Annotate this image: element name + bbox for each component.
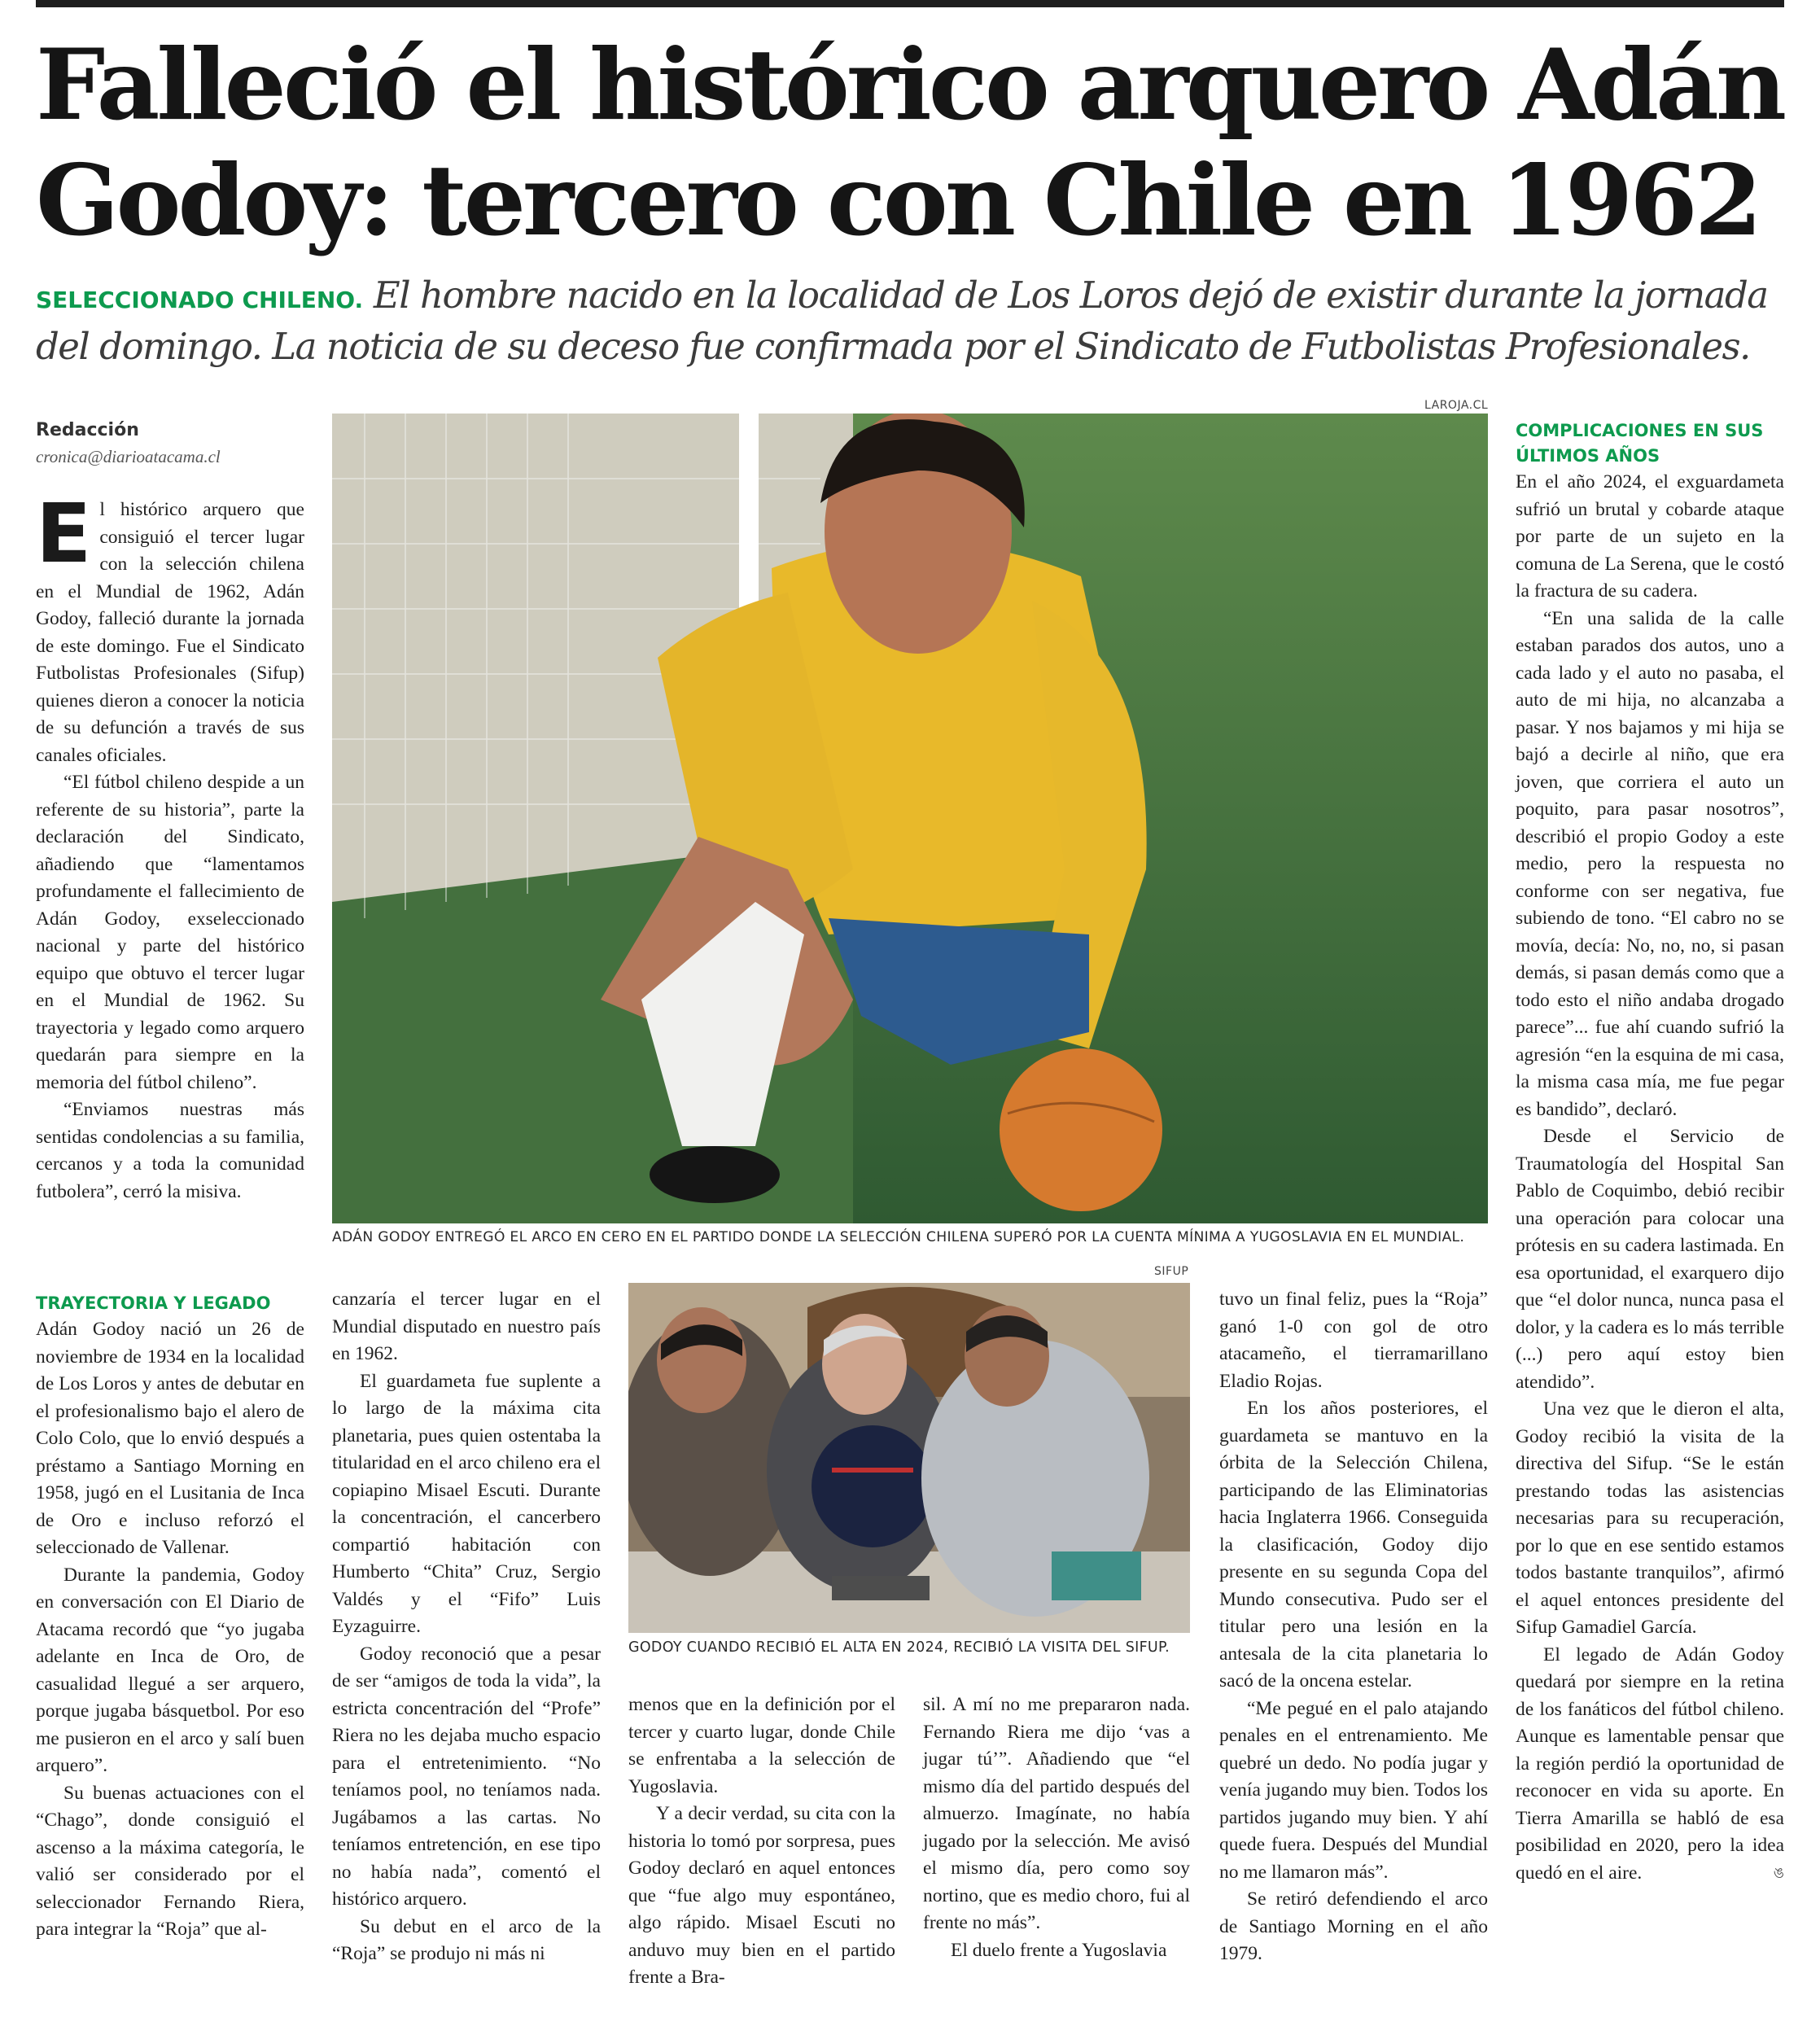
paragraph: tuvo un final feliz, pues la “Roja” ganó 1-0 con gol de otro atacameño, el tierramarillano Eladio Rojas.: [1219, 1289, 1488, 1392]
paragraph: En los años posteriores, el guardameta se mantuvo en la órbita de la Selección Chilena, participando de las Eliminatorias hacia Inglaterra 1966. Conseguida la clasificación, Godoy dijo presente en su segunda Copa del Mundo consecutiva. Pudo ser el titular pero una lesión en la antesala de la cita planetaria lo sacó de la oncena estelar.: [1219, 1398, 1488, 1691]
second-photo: [628, 1283, 1190, 1633]
paragraph: “El fútbol chileno despide a un referente de su historia”, parte la declaración del Sindicato, añadiendo que “lamentamos profundamente el fallecimiento de Adán Godoy, exseleccionado nacional y parte del histórico equipo que obtuvo el tercer lugar en el Mundial de 1962. Su trayectoria y legado como arquero quedarán para siempre en la memoria del fútbol chileno”.: [36, 772, 304, 1093]
main-photo: [332, 414, 1488, 1223]
lead-paragraph: El histórico arquero que consiguió el tercer lugar con la selección chilena en el Mundial de 1962, Adán Godoy, falleció durante la jornada de este domingo. Fue el Sindicato Futbolistas Profesionales (Sifup) quienes dieron a conocer la noticia de su defunción a través de sus canales oficiales.: [36, 486, 304, 766]
paragraph: sil. A mí no me prepararon nada. Fernando Riera me dijo ‘vas a jugar tú’”. Añadiendo que “el mismo día del partido después del almuerzo. Imagínate, no había jugado por la selección. Me avisó el mismo día, pero como soy nortino, que es medio choro, fui al frente no más”.: [923, 1694, 1190, 1933]
deck-text: El hombre nacido en la localidad de Los Loros dejó de existir durante la jornada del domingo. La noticia de su deceso fue confirmada por el Sindicato de Futbolistas Profesionales.: [36, 274, 1768, 368]
paragraph: En el año 2024, el exguardameta sufrió un brutal y cobarde ataque por parte de un sujeto en la comuna de La Serena, que le costó la fractura de su cadera.: [1516, 471, 1784, 602]
goalkeeper-photo-illustration: [332, 414, 1488, 1223]
column-6: [1516, 418, 1784, 1887]
column-5-bottom: [1219, 1286, 1488, 1968]
headline: Falleció el histórico arquero Adán Godoy: tercero con Chile en 1962: [36, 28, 1784, 258]
paragraph: Se retiró defendiendo el arco de Santiago Morning en el año 1979.: [1219, 1888, 1488, 1964]
paragraph: “Enviamos nuestras más sentidas condolencias a su familia, cercanos y a toda la comunidad futbolera”, cerró la misiva.: [36, 1099, 304, 1202]
kicker: SELECCIONADO CHILENO.: [36, 287, 364, 313]
paragraph: menos que en la definición por el tercer y cuarto lugar, donde Chile se enfrentaba a la selección de Yugoslavia.: [628, 1694, 895, 1797]
paragraph: El guardameta fue suplente a lo largo de la máxima cita planetaria, pues quien ostentaba la titularidad en el arco chileno era el copiapino Misael Escuti. Durante la concentración, el cancerbero compartió habitación con Humberto “Chita” Cruz, Sergio Valdés y el “Fifo” Luis Eyzaguirre.: [332, 1370, 601, 1637]
end-mark: ঙ: [1773, 1864, 1784, 1882]
paragraph: Adán Godoy nació un 26 de noviembre de 1934 en la localidad de Los Loros y antes de debutar en el profesionalismo bajo el alero de Colo Colo, que lo envió después a préstamo a Santiago Morning en 1958, jugó en el Lusitania de Inca de Oro e incluso reforzó el seleccionado de Vallenar.: [36, 1319, 304, 1558]
main-photo-credit: LAROJA.CL: [1424, 399, 1489, 412]
paragraph: Y a decir verdad, su cita con la historia lo tomó por sorpresa, pues Godoy declaró en aquel entonces que “fue algo muy espontáneo, algo rápido. Misael Escuti no anduvo muy bien en el partido frente a Bra-: [628, 1803, 895, 1988]
column-2-bottom: [332, 1286, 601, 1968]
column-3-bottom: [628, 1691, 895, 1992]
deck: [36, 272, 1786, 370]
visit-photo-illustration: [628, 1283, 1190, 1633]
subhead-complicaciones: COMPLICACIONES EN SUS ÚLTIMOS AÑOS: [1516, 421, 1764, 466]
main-photo-caption: ADÁN GODOY ENTREGÓ EL ARCO EN CERO EN EL PARTIDO DONDE LA SELECCIÓN CHILENA SUPERÓ POR LA CUENTA MÍNIMA A YUGOSLAVIA EN EL MUNDIAL.: [332, 1229, 1465, 1245]
paragraph: Godoy reconoció que a pesar de ser “amigos de toda la vida”, la estricta concentración del “Profe” Riera no les dejaba mucho espacio para el entretenimiento. “No teníamos pool, no teníamos nada. Jugábamos a las cartas. No teníamos entretención, en ese tipo no había nada”, comentó el histórico arquero.: [332, 1643, 601, 1910]
subhead-trayectoria: TRAYECTORIA Y LEGADO: [36, 1293, 271, 1313]
second-photo-caption: GODOY CUANDO RECIBIÓ EL ALTA EN 2024, RECIBIÓ LA VISITA DEL SIFUP.: [628, 1639, 1170, 1656]
paragraph: “Me pegué en el palo atajando penales en el entrenamiento. Me quebré un dedo. No podía jugar y venía jugando muy bien. Todos los partidos jugando muy bien. Y ahí quede fuera. Después del Mundial no me llamaron más”.: [1219, 1697, 1488, 1883]
top-rule: [36, 0, 1784, 7]
byline-name: Redacción: [36, 420, 139, 440]
dropcap: E: [36, 486, 92, 581]
column-1-bottom: [36, 1286, 304, 1944]
paragraph: “En una salida de la calle estaban parados dos autos, uno a cada lado y el auto no pasaba, el auto de mi hija, no alcanzaba a pasar. Y nos bajamos y mi hija se bajó a decirle al niño, que era joven, que corriera el auto un poquito, para pasar nosotros”, describió el propio Godoy a este medio, pero la respuesta no conforme con ser negativa, fue subiendo de tono. “El cabro no se movía, decía: No, no, no, si pasan demás, si pasan demás como que a todo esto el niño andaba drogado parece”... fue ahí cuando sufrió la agresión “en la esquina de mi casa, la misma casa mía, me fue pegar es bandido”, declaró.: [1516, 607, 1784, 1120]
column-1-top: [36, 417, 304, 1206]
byline-email: cronica@diarioatacama.cl: [36, 447, 221, 466]
second-photo-credit: SIFUP: [1154, 1265, 1189, 1278]
paragraph: Su buenas actuaciones con el “Chago”, donde consiguió el ascenso a la máxima categoría, le valió ser considerado por el seleccionador Fernando Riera, para integrar la “Roja” que al-: [36, 1782, 304, 1940]
paragraph: El duelo frente a Yugoslavia: [951, 1939, 1167, 1961]
paragraph: Desde el Servicio de Traumatología del Hospital San Pablo de Coquimbo, debió recibir una operación para colocar una prótesis en su cadera lastimada. En esa oportunidad, el exarquero dijo que “el dolor nunca, nunca pasa el dolor, y la cadera es lo más terrible (...) pero aquí estoy bien atendido”.: [1516, 1126, 1784, 1393]
column-4-bottom: [923, 1691, 1190, 1964]
paragraph: canzaría el tercer lugar en el Mundial disputado en nuestro país en 1962.: [332, 1289, 601, 1364]
paragraph: El legado de Adán Godoy quedará por siempre en la retina de los fanáticos del fútbol chileno. Aunque es lamentable pensar que la región perdió la oportunidad de reconocer en vida su aporte. En Tierra Amarilla se habló de esa posibilidad en 2020, pero la idea quedó en el aire. ঙ: [1516, 1642, 1784, 1888]
paragraph: Una vez que le dieron el alta, Godoy recibió la visita de la directiva del Sifup. “Se le están prestando todas las asistencias necesarias para su recuperación, por lo que en ese sentido estamos todos bastante tranquilos”, afirmó el aquel entonces presidente del Sifup Gamadiel García.: [1516, 1398, 1784, 1638]
paragraph: Durante la pandemia, Godoy en conversación con El Diario de Atacama recordó que “yo jugaba adelante en Inca de Oro, de casualidad llegué a ser arquero, porque jugaba básquetbol. Por eso me pusieron en el arco y salí buen arquero”.: [36, 1564, 304, 1776]
paragraph: Su debut en el arco de la “Roja” se produjo ni más ni: [332, 1915, 601, 1964]
